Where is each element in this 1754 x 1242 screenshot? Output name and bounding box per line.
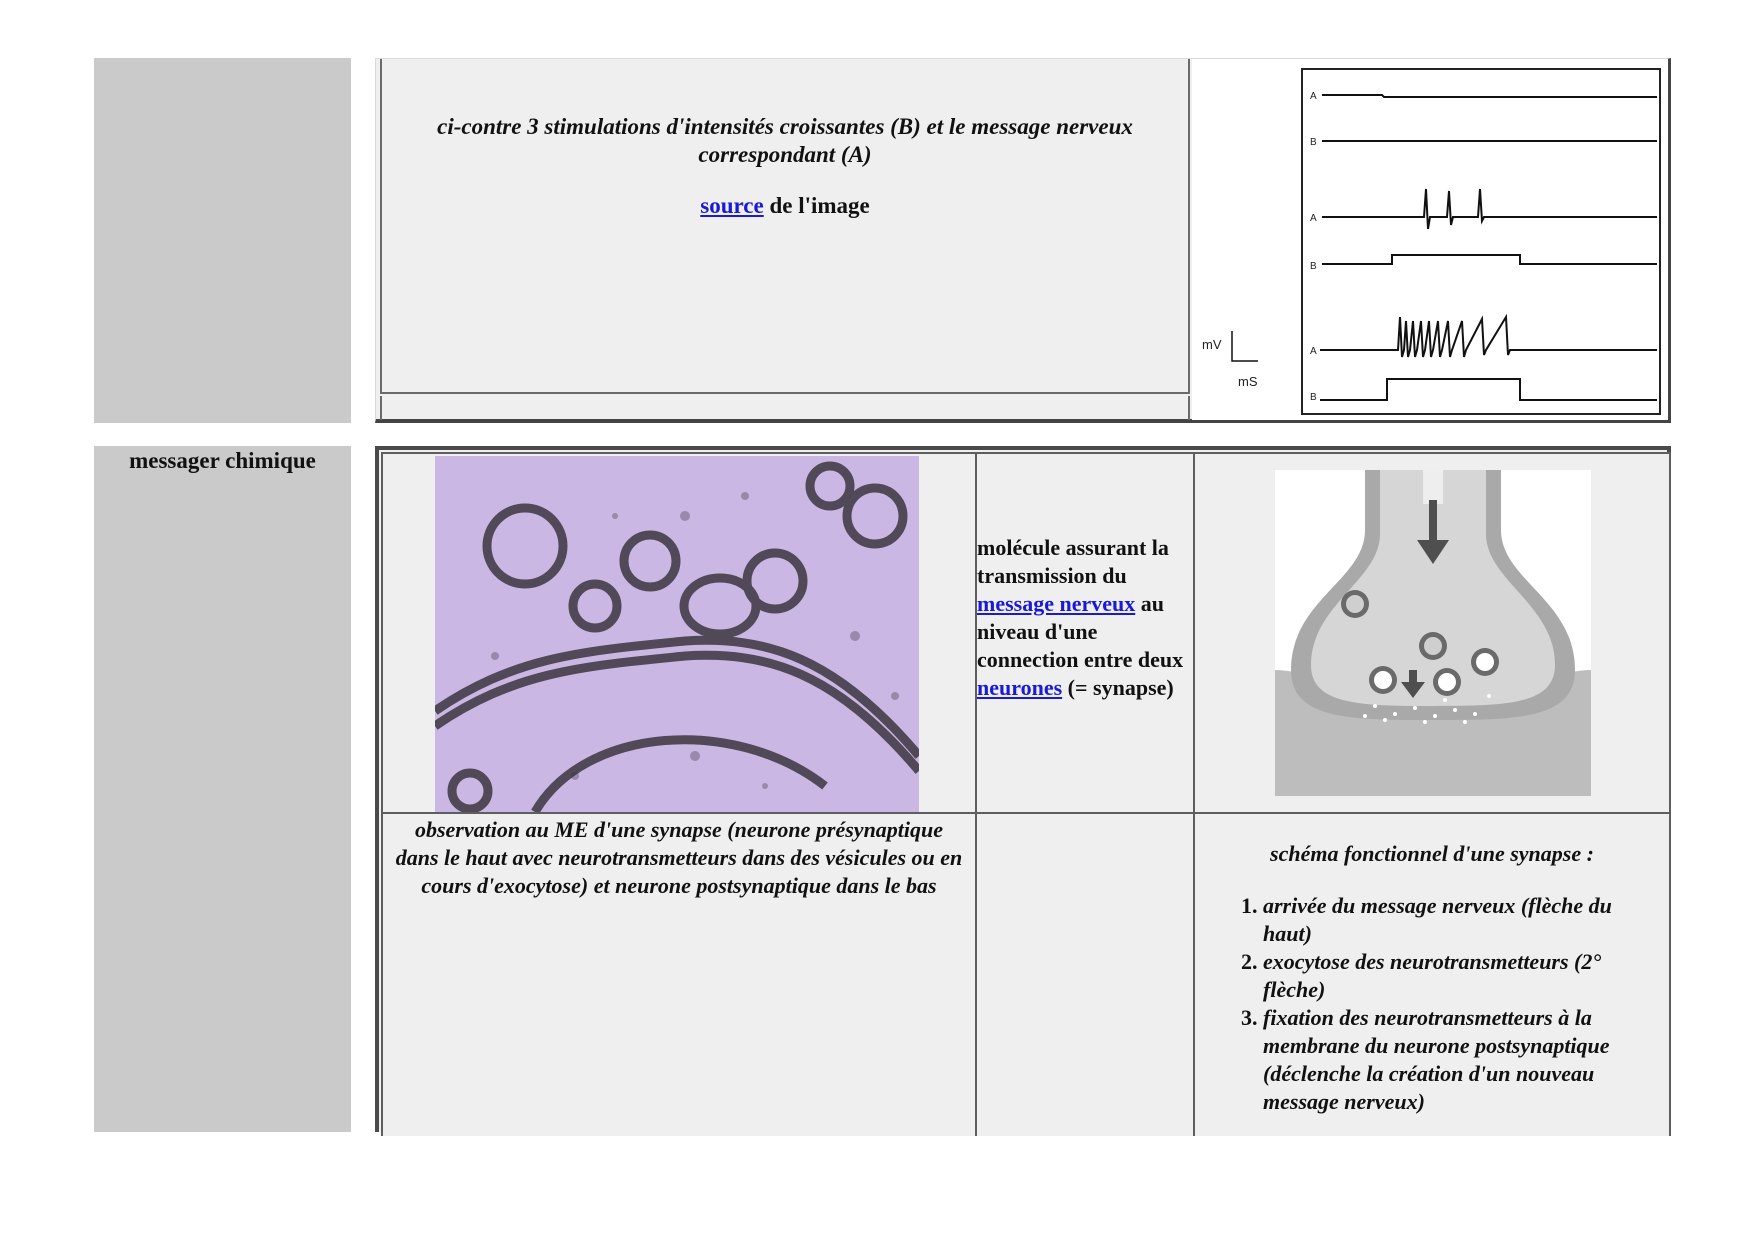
term-label: messager chimique: [129, 448, 316, 473]
schema-step-2: 2. exocytose des neurotransmetteurs (2° flèche): [1263, 948, 1663, 1004]
schema-step-1: 1. arrivée du message nerveux (flèche du haut): [1263, 892, 1663, 948]
empty-cell: [975, 812, 1195, 1136]
em-photo-cell: [381, 452, 977, 814]
caption-footer-cell: [380, 396, 1190, 420]
trace-label-4: B: [1310, 261, 1317, 272]
definition-text: [977, 454, 1193, 702]
trace-label-1: A: [1310, 91, 1317, 102]
definition-part1: molécule assurant la transmission du: [977, 535, 1169, 588]
stimulation-caption: ci-contre 3 stimulations d'intensités croissantes (B) et le message nerveux correspondant (A): [437, 114, 1133, 167]
nerve-recording-image: [1192, 59, 1668, 420]
schema-description-cell: [1193, 812, 1671, 1136]
definition-part3: (= synapse): [1062, 675, 1174, 700]
photo-caption: observation au ME d'une synapse (neurone présynaptique dans le haut avec neurotransmetteurs dans des vésicules ou en cours d'exocytose) et neurone postsynaptique dans le bas: [395, 817, 963, 898]
source-suffix: de l'image: [763, 193, 870, 218]
left-column-row1: [94, 58, 351, 423]
synapse-schema-image: [1275, 470, 1591, 796]
source-link[interactable]: source: [700, 193, 764, 218]
source-line: [382, 193, 1188, 219]
message-nerveux-link[interactable]: message nerveux: [977, 591, 1136, 616]
row1-table: [375, 58, 1671, 423]
definition-cell: [975, 452, 1195, 814]
schema-steps: [1235, 892, 1663, 1116]
row2-table: [375, 446, 1671, 1132]
schema-title: schéma fonctionnel d'une synapse :: [1270, 841, 1594, 866]
schema-image-cell: [1193, 452, 1671, 814]
neurones-link[interactable]: neurones: [977, 675, 1063, 700]
schema-step-3: 3. fixation des neurotransmetteurs à la membrane du neurone postsynaptique (déclenche la création d'un nouveau message nerveux): [1263, 1004, 1663, 1116]
left-column-row2: [94, 446, 351, 1132]
caption-cell: [380, 59, 1190, 394]
trace-label-3: A: [1310, 213, 1317, 224]
scale-mv: mV: [1202, 337, 1222, 352]
trace-label-6: B: [1310, 392, 1317, 403]
definition-part2: au niveau d'une connection entre deux: [977, 591, 1184, 672]
photo-caption-cell: [381, 812, 977, 1136]
trace-label-2: B: [1310, 137, 1317, 148]
recording-cell: [1192, 59, 1668, 420]
em-synapse-photo: [435, 456, 919, 812]
scale-ms: mS: [1238, 374, 1258, 389]
trace-label-5: A: [1310, 346, 1317, 357]
